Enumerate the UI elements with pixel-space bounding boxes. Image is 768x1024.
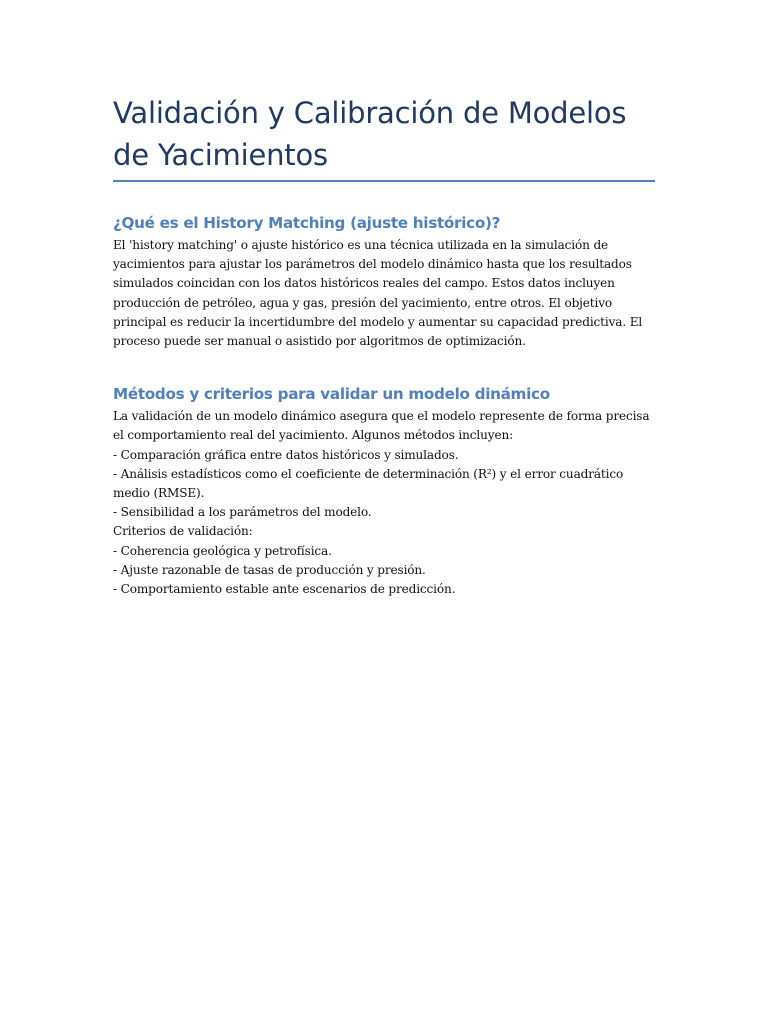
list-item: - Comparación gráfica entre datos históricos y simulados. (113, 447, 459, 462)
section-heading-validation-methods: Métodos y criterios para validar un modelo dinámico (113, 385, 550, 404)
list-item: - Ajuste razonable de tasas de producción y presión. (113, 562, 426, 577)
list-item: - Coherencia geológica y petrofísica. (113, 543, 332, 558)
list-item: - Comportamiento estable ante escenarios de predicción. (113, 582, 456, 597)
section-heading-history-matching: ¿Qué es el History Matching (ajuste histórico)? (113, 214, 501, 232)
document-title: Validación y Calibración de Modelos de Yacimientos (113, 96, 627, 172)
list-item: - Análisis estadísticos como el coeficiente de determinación (R²) y el error cuadrático medio (RMSE). (113, 466, 624, 501)
title-underline (113, 180, 655, 182)
list-item: - Sensibilidad a los parámetros del modelo. (113, 505, 372, 520)
paragraph-line: Criterios de validación: (113, 524, 253, 539)
section-body-history-matching: El 'history matching' o ajuste histórico es una técnica utilizada en la simulación de yacimientos para ajustar los parámetros del modelo dinámico hasta que los resultados simulados coincidan con los datos históricos reales del campo. Estos datos incluyen producción de petróleo, agua y gas, presión del yacimiento, entre otros. El objetivo principal es reducir la incertidumbre del modelo y aumentar su capacidad predictiva. El proceso puede ser manual o asistido por algoritmos de optimización. (113, 238, 643, 349)
document-page (113, 92, 655, 599)
section-body-validation-methods (113, 407, 655, 599)
paragraph-line: La validación de un modelo dinámico asegura que el modelo represente de forma precisa el comportamiento real del yacimiento. Algunos métodos incluyen: (113, 409, 650, 443)
